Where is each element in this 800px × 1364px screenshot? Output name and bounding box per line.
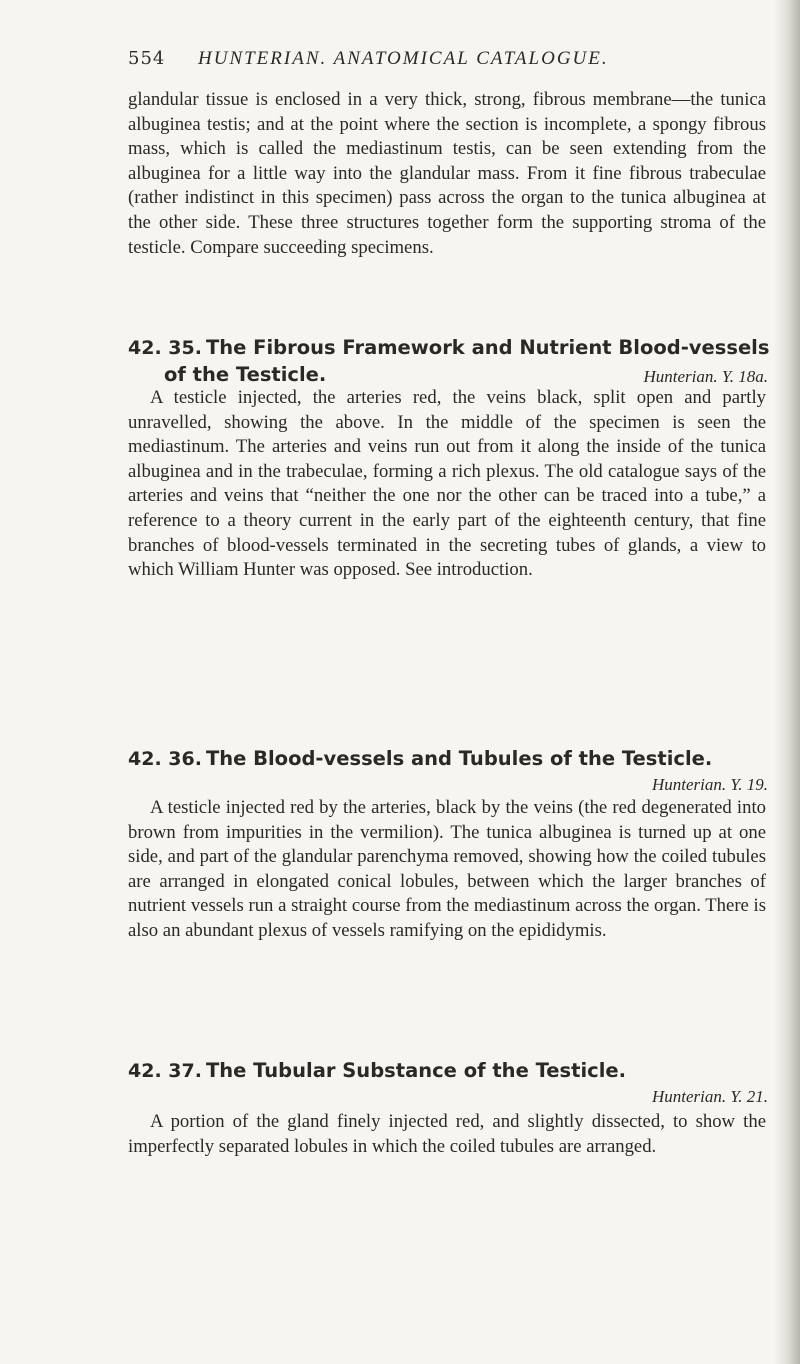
entry-number: 42. 37. [128, 1060, 202, 1082]
entry-heading-42-37 [128, 1058, 768, 1109]
entry-title: The Fibrous Framework and Nutrient Blood-vessels [205, 336, 770, 359]
entry-title: The Tubular Substance of the Testicle. [205, 1059, 627, 1082]
entry-reference: Hunterian. Y. 21. [651, 1087, 768, 1106]
running-title: HUNTERIAN. ANATOMICAL CATALOGUE. [198, 48, 609, 69]
entry-description-42-37: A portion of the gland finely injected red, and slightly dissected, to show the imperfectly separated lobules in which the coiled tubules are arranged. [128, 1111, 766, 1157]
running-head [128, 48, 768, 78]
entry-heading-42-35 [128, 335, 768, 389]
intro-paragraph: glandular tissue is enclosed in a very thick, strong, fibrous membrane—the tunica albuginea testis; and at the point where the section is incomplete, a spongy fibrous mass, which is called the mediastinum testis, can be seen extending from the albuginea for a little way into the glandular mass. From it fine fibrous trabeculae (rather indistinct in this specimen) pass across the organ to the tunica albuginea at the other side. These three structures together form the supporting stroma of the testicle. Compare succeeding specimens. [128, 89, 766, 258]
entry-reference: Hunterian. Y. 19. [651, 775, 768, 794]
entry-reference: Hunterian. Y. 18a. [643, 367, 768, 386]
entry-number: 42. 36. [128, 748, 202, 770]
entry-title-continued: of the Testicle. [164, 363, 327, 386]
page-edge-shadow [774, 0, 800, 1364]
entry-heading-42-36 [128, 746, 768, 797]
entry-number: 42. 35. [128, 337, 202, 359]
entry-description-42-35: A testicle injected, the arteries red, the veins black, split open and partly unravelled, showing the above. In the middle of the specimen is seen the mediastinum. The arteries and veins run out from it along the inside of the tunica albuginea and in the trabeculae, forming a rich plexus. The old catalogue says of the arteries and veins that “neither the one nor the other can be traced into a tube,” a reference to a theory current in the early part of the eighteenth century, that fine branches of blood-vessels terminated in the secreting tubes of glands, a view to which William Hunter was opposed. See introduction. [128, 387, 766, 581]
entry-description-42-36: A testicle injected red by the arteries, black by the veins (the red degenerated into brown from impurities in the vermilion). The tunica albuginea is turned up at one side, and part of the glandular parenchyma removed, showing how the coiled tubules are arranged in elongated conical lobules, between which the larger branches of nutrient vessels run a straight course from the mediastinum across the organ. There is also an abundant plexus of vessels ramifying on the epididymis. [128, 797, 766, 941]
entry-title: The Blood-vessels and Tubules of the Testicle. [205, 747, 713, 770]
page-number: 554 [128, 48, 166, 69]
